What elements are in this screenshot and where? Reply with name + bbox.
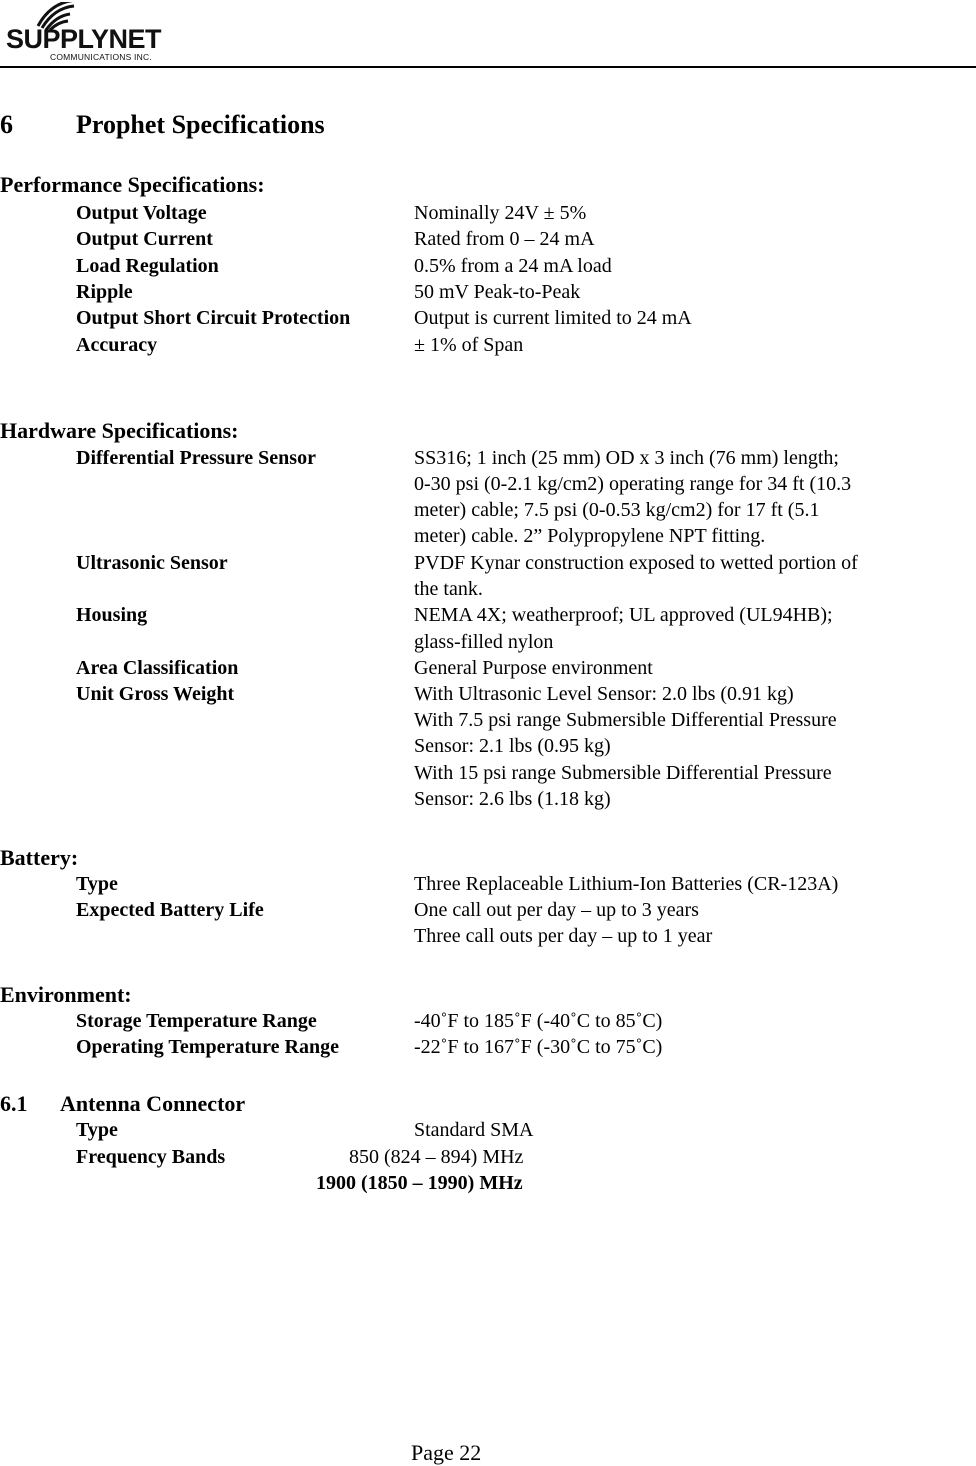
- ultrasonic-sensor-line: PVDF Kynar construction exposed to wetted portion of: [414, 552, 858, 574]
- battery-heading: Battery:: [0, 845, 79, 870]
- ultrasonic-sensor-line: the tank.: [414, 578, 483, 600]
- logo-subtitle: COMMUNICATIONS INC.: [50, 52, 152, 62]
- frequency-bands-label: Frequency Bands: [76, 1146, 226, 1168]
- battery-life-label: Expected Battery Life: [76, 899, 264, 921]
- gross-weight-line: With 15 psi range Submersible Differential Pressure: [414, 762, 832, 784]
- section-title: [0, 110, 325, 140]
- hardware-heading: Hardware Specifications:: [0, 418, 239, 443]
- performance-heading: Performance Specifications:: [0, 172, 265, 197]
- spec-value: ± 1% of Span: [414, 334, 524, 356]
- environment-heading: Environment:: [0, 982, 132, 1007]
- spec-label: Accuracy: [76, 334, 158, 356]
- dp-sensor-line: 0-30 psi (0-2.1 kg/cm2) operating range for 34 ft (10.3: [414, 473, 852, 495]
- antenna-section-title: Antenna Connector: [60, 1091, 246, 1116]
- gross-weight-label: Unit Gross Weight: [76, 683, 235, 705]
- spec-value: 50 mV Peak-to-Peak: [414, 281, 581, 303]
- area-classification-label: Area Classification: [76, 657, 239, 679]
- spec-label: Output Voltage: [76, 202, 207, 224]
- battery-life-line: One call out per day – up to 3 years: [414, 899, 699, 921]
- battery-life-line: Three call outs per day – up to 1 year: [414, 925, 713, 947]
- antenna-type-label: Type: [76, 1119, 118, 1141]
- spec-value: 0.5% from a 24 mA load: [414, 255, 612, 277]
- storage-temp-value: -40˚F to 185˚F (-40˚C to 85˚C): [414, 1010, 663, 1032]
- housing-line: NEMA 4X; weatherproof; UL approved (UL94HB);: [414, 604, 833, 626]
- dp-sensor-line: SS316; 1 inch (25 mm) OD x 3 inch (76 mm) length;: [414, 447, 839, 469]
- housing-label: Housing: [76, 604, 148, 626]
- frequency-band-1900: 1900 (1850 – 1990) MHz: [316, 1172, 523, 1194]
- housing-line: glass-filled nylon: [414, 631, 554, 653]
- antenna-heading: [0, 1091, 245, 1117]
- operating-temp-label: Operating Temperature Range: [76, 1036, 339, 1058]
- spec-value: Rated from 0 – 24 mA: [414, 228, 595, 250]
- storage-temp-label: Storage Temperature Range: [76, 1010, 317, 1032]
- gross-weight-line: Sensor: 2.6 lbs (1.18 kg): [414, 788, 611, 810]
- spec-label: Ripple: [76, 281, 133, 303]
- logo-wordmark: SUPPLYNET: [6, 24, 162, 54]
- company-logo: [4, 2, 174, 64]
- page-number: Page 22: [411, 1440, 482, 1465]
- frequency-band-850: 850 (824 – 894) MHz: [349, 1146, 524, 1168]
- ultrasonic-sensor-label: Ultrasonic Sensor: [76, 552, 228, 574]
- battery-type-value: Three Replaceable Lithium-Ion Batteries (CR-123A): [414, 873, 839, 895]
- antenna-section-number: 6.1: [0, 1091, 28, 1116]
- dp-sensor-line: meter) cable. 2” Polypropylene NPT fitting.: [414, 525, 766, 547]
- spec-label: Output Short Circuit Protection: [76, 307, 351, 329]
- section-number: 6: [0, 110, 13, 139]
- operating-temp-value: -22˚F to 167˚F (-30˚C to 75˚C): [414, 1036, 663, 1058]
- area-classification-value: General Purpose environment: [414, 657, 653, 679]
- antenna-type-value: Standard SMA: [414, 1119, 534, 1141]
- spec-value: Nominally 24V ± 5%: [414, 202, 587, 224]
- header-divider: [0, 66, 976, 68]
- battery-type-label: Type: [76, 873, 118, 895]
- spec-label: Output Current: [76, 228, 213, 250]
- dp-sensor-label: Differential Pressure Sensor: [76, 447, 316, 469]
- gross-weight-line: With 7.5 psi range Submersible Differential Pressure: [414, 709, 837, 731]
- spec-value: Output is current limited to 24 mA: [414, 307, 692, 329]
- gross-weight-line: With Ultrasonic Level Sensor: 2.0 lbs (0.91 kg): [414, 683, 794, 705]
- section-title-text: Prophet Specifications: [76, 110, 325, 139]
- dp-sensor-line: meter) cable; 7.5 psi (0-0.53 kg/cm2) for 17 ft (5.1: [414, 499, 820, 521]
- spec-label: Load Regulation: [76, 255, 219, 277]
- gross-weight-line: Sensor: 2.1 lbs (0.95 kg): [414, 735, 611, 757]
